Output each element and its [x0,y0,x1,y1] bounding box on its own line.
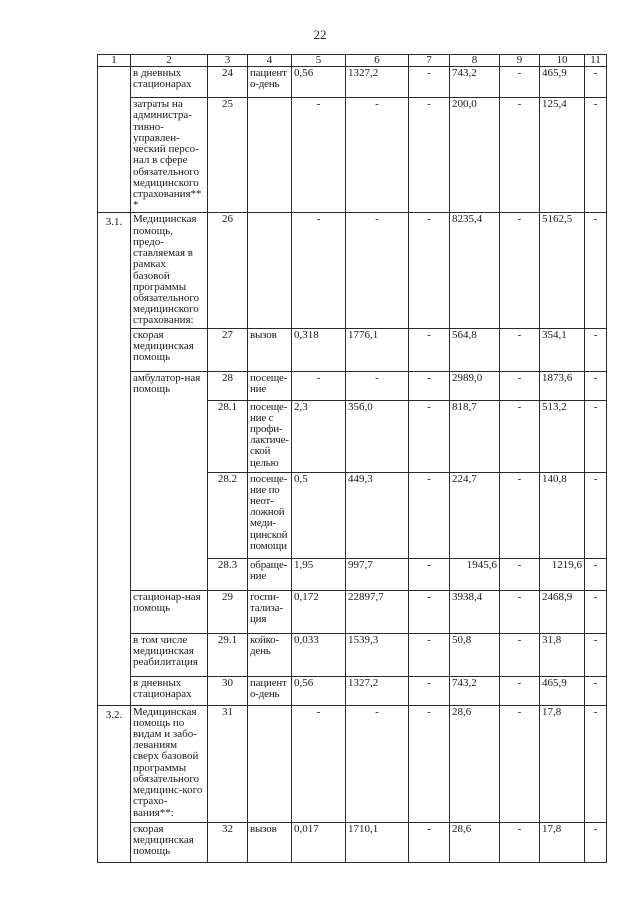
value-cell: 465,9 [540,676,585,705]
unit-cell [248,705,292,822]
value-cell: - [409,705,450,822]
value-cell: - [409,400,450,472]
value-cell: 513,2 [540,400,585,472]
value-cell: 3938,4 [450,590,500,633]
table-row [98,822,607,862]
row-number-cell: 31 [208,705,248,822]
value-cell: 1,95 [292,558,346,590]
table-row [98,328,607,371]
value-cell: - [409,558,450,590]
row-number-cell: 28 [208,371,248,400]
value-cell: 0,033 [292,633,346,676]
value-cell: - [500,705,540,822]
page-number: 22 [313,27,327,42]
row-number-cell: 30 [208,676,248,705]
unit-cell: койко-день [248,633,292,676]
value-cell: 743,2 [450,67,500,98]
value-cell: 465,9 [540,67,585,98]
value-cell: - [585,590,607,633]
value-cell: - [409,213,450,328]
value-cell: 224,7 [450,472,500,558]
value-cell: - [500,213,540,328]
row-number-cell: 29 [208,590,248,633]
value-cell: - [585,400,607,472]
unit-cell: посеще-ние с профи-лактиче-ской целью [248,400,292,472]
value-cell: 2989,0 [450,371,500,400]
value-cell: 125,4 [540,98,585,213]
column-header: 2 [131,55,208,67]
value-cell: - [585,633,607,676]
value-cell: 356,0 [346,400,409,472]
table-row [98,98,607,213]
value-cell: - [292,213,346,328]
value-cell: - [585,676,607,705]
value-cell: - [346,371,409,400]
value-cell: - [409,371,450,400]
value-cell: - [409,472,450,558]
value-cell: - [292,371,346,400]
description-cell: стационар-ная помощь [131,590,208,633]
table-row [98,633,607,676]
value-cell: 17,8 [540,822,585,862]
value-cell: 1327,2 [346,67,409,98]
description-cell: в том числе медицинская реабилитация [131,633,208,676]
unit-cell: госпи-тализа-ция [248,590,292,633]
value-cell: 1945,6 [450,558,500,590]
value-cell: - [500,558,540,590]
row-number-cell: 25 [208,98,248,213]
section-number-cell [98,67,131,213]
value-cell: - [500,400,540,472]
value-cell: - [500,371,540,400]
description-cell: в дневных стационарах [131,67,208,98]
column-header: 8 [450,55,500,67]
section-number-cell: 3.1. [98,213,131,705]
value-cell: 17,8 [540,705,585,822]
column-header: 1 [98,55,131,67]
value-cell: 743,2 [450,676,500,705]
value-cell: - [500,472,540,558]
row-number-cell: 26 [208,213,248,328]
value-cell: 28,6 [450,822,500,862]
row-number-cell: 28.3 [208,558,248,590]
row-number-cell: 27 [208,328,248,371]
table-row [98,67,607,98]
value-cell: - [346,705,409,822]
row-number-cell: 28.2 [208,472,248,558]
row-number-cell: 29.1 [208,633,248,676]
description-cell: амбулатор-ная помощь [131,371,208,590]
value-cell: 354,1 [540,328,585,371]
value-cell: - [500,590,540,633]
value-cell: 1327,2 [346,676,409,705]
description-cell: Медицинская помощь, предо-ставляемая в рамках базовой программы обязательного медицинского страхования: [131,213,208,328]
table-row [98,705,607,822]
column-header: 9 [500,55,540,67]
section-number-cell: 3.2. [98,705,131,862]
row-number-cell: 32 [208,822,248,862]
unit-cell: вызов [248,822,292,862]
column-header: 3 [208,55,248,67]
column-header: 11 [585,55,607,67]
value-cell: 1873,6 [540,371,585,400]
value-cell: - [292,705,346,822]
value-cell: 28,6 [450,705,500,822]
value-cell: - [346,213,409,328]
value-cell: - [500,822,540,862]
column-header: 6 [346,55,409,67]
value-cell: 2468,9 [540,590,585,633]
value-cell: 50,8 [450,633,500,676]
value-cell: 5162,5 [540,213,585,328]
value-cell: 0,5 [292,472,346,558]
unit-cell [248,213,292,328]
unit-cell: посеще-ние по неот-ложной меди-цинской помощи [248,472,292,558]
column-header: 5 [292,55,346,67]
value-cell: - [585,472,607,558]
value-cell: 1539,3 [346,633,409,676]
unit-cell: обраще-ние [248,558,292,590]
value-cell: - [292,98,346,213]
value-cell: - [346,98,409,213]
value-cell: 31,8 [540,633,585,676]
unit-cell: пациенто-день [248,67,292,98]
value-cell: - [409,676,450,705]
table-row [98,371,607,400]
value-cell: - [585,705,607,822]
value-cell: 564,8 [450,328,500,371]
column-header: 7 [409,55,450,67]
value-cell: - [585,558,607,590]
table-row [98,676,607,705]
table-row [98,213,607,328]
value-cell: 0,172 [292,590,346,633]
unit-cell: посеще-ние [248,371,292,400]
value-cell: 997,7 [346,558,409,590]
value-cell: - [585,371,607,400]
description-cell: в дневных стационарах [131,676,208,705]
value-cell: 0,56 [292,676,346,705]
description-cell: затраты на администра-тивно-управлен-ческий персо-нал в сфере обязательного медицинского страхования*** [131,98,208,213]
value-cell: 818,7 [450,400,500,472]
row-number-cell: 24 [208,67,248,98]
unit-cell: вызов [248,328,292,371]
value-cell: - [409,633,450,676]
value-cell: - [585,213,607,328]
column-header: 10 [540,55,585,67]
row-number-cell: 28.1 [208,400,248,472]
value-cell: 8235,4 [450,213,500,328]
value-cell: - [409,822,450,862]
description-cell: скорая медицинская помощь [131,328,208,371]
value-cell: 140,8 [540,472,585,558]
header-row [98,55,607,67]
value-cell: - [500,676,540,705]
table-row [98,590,607,633]
value-cell: - [500,328,540,371]
value-cell: 22897,7 [346,590,409,633]
data-table [97,54,607,863]
value-cell: - [585,67,607,98]
value-cell: 0,017 [292,822,346,862]
value-cell: 1776,1 [346,328,409,371]
description-cell: Медицинская помощь по видам и забо-леваниям сверх базовой программы обязательного медицинс-кого страхо-вания**: [131,705,208,822]
value-cell: 1710,1 [346,822,409,862]
description-cell: скорая медицинская помощь [131,822,208,862]
value-cell: 0,56 [292,67,346,98]
value-cell: - [500,633,540,676]
value-cell: - [585,822,607,862]
value-cell: - [409,328,450,371]
value-cell: 2,3 [292,400,346,472]
value-cell: - [409,98,450,213]
value-cell: - [409,590,450,633]
value-cell: - [500,67,540,98]
value-cell: - [585,98,607,213]
value-cell: 449,3 [346,472,409,558]
unit-cell [248,98,292,213]
value-cell: 1219,6 [540,558,585,590]
value-cell: - [409,67,450,98]
value-cell: - [585,328,607,371]
unit-cell: пациенто-день [248,676,292,705]
column-header: 4 [248,55,292,67]
value-cell: 0,318 [292,328,346,371]
value-cell: 200,0 [450,98,500,213]
value-cell: - [500,98,540,213]
